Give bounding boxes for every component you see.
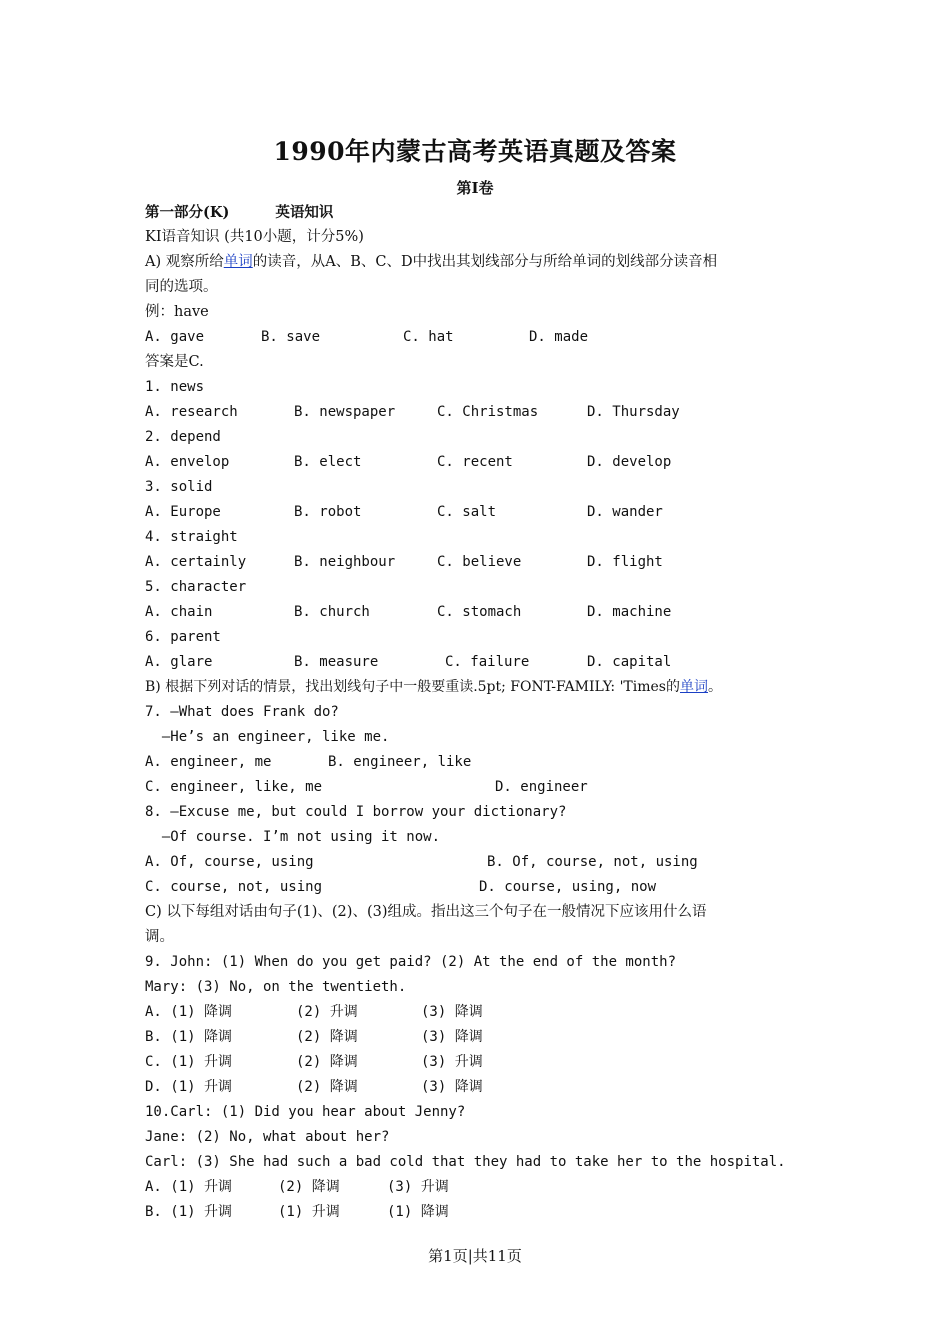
question-options xyxy=(145,775,815,800)
option-a: A. Of, course, using xyxy=(145,854,314,870)
option-c: C. failure xyxy=(445,654,530,670)
part1-heading-line xyxy=(145,200,815,225)
question-stem: 8. —Excuse me, but could I borrow your dictionary? xyxy=(145,804,567,820)
question-options xyxy=(145,450,815,475)
question-dialogue: Jane: (2) No, what about her? xyxy=(145,1129,390,1145)
option-a: A. gave xyxy=(145,329,205,345)
option-c: C. stomach xyxy=(437,604,522,620)
intonation-row: A. (1) 降调 (2) 升调 (3) 降调 xyxy=(145,1004,483,1020)
option-c: C. Christmas xyxy=(437,404,539,420)
option-c: C. hat xyxy=(403,329,454,345)
option-d: D. course, using, now xyxy=(479,879,657,895)
section-b-instruction: B) 根据下列对话的情景，找出划线句子中一般要重读.5pt; FONT-FAMILY: 'Times的单词。 xyxy=(145,679,722,695)
question-stem: 7. —What does Frank do? xyxy=(145,704,339,720)
option-a: A. chain xyxy=(145,604,213,620)
option-b: B. church xyxy=(294,604,370,620)
intonation-row: A. (1) 升调 (2) 降调 (3) 升调 xyxy=(145,1179,449,1195)
question-dialogue: —He’s an engineer, like me. xyxy=(145,729,390,745)
question-dialogue: —Of course. I’m not using it now. xyxy=(145,829,441,845)
section-a-instruction: A) 观察所给单词的读音，从A、B、C、D中找出其划线部分与所给单词的划线部分读音相 xyxy=(145,254,718,270)
option-d: D. wander xyxy=(587,504,663,520)
option-a: A. envelop xyxy=(145,454,230,470)
option-c: C. believe xyxy=(437,554,522,570)
option-c: C. engineer, like, me xyxy=(145,779,323,795)
question-dialogue: Mary: (3) No, on the twentieth. xyxy=(145,979,407,995)
question-options xyxy=(145,550,815,575)
option-b: B. Of, course, not, using xyxy=(487,854,698,870)
option-a: A. certainly xyxy=(145,554,247,570)
option-d: D. develop xyxy=(587,454,672,470)
intonation-row: D. (1) 升调 (2) 降调 (3) 降调 xyxy=(145,1079,483,1095)
question-stem: 6. parent xyxy=(145,629,221,645)
section-c-instruction-cont: 调。 xyxy=(145,929,174,945)
option-d: D. Thursday xyxy=(587,404,680,420)
option-d: D. machine xyxy=(587,604,672,620)
option-b: B. robot xyxy=(294,504,362,520)
option-b: B. neighbour xyxy=(294,554,396,570)
part1-subject: 英语知识 xyxy=(275,204,334,221)
word-link[interactable]: 单词 xyxy=(223,254,253,270)
section-a-instruction-cont: 同的选项。 xyxy=(145,279,218,295)
option-a: A. glare xyxy=(145,654,213,670)
question-options xyxy=(145,875,815,900)
option-a: A. engineer, me xyxy=(145,754,272,770)
question-stem: 1. news xyxy=(145,379,205,395)
k1-heading: KⅠ语音知识 (共10小题，计分5%) xyxy=(145,229,364,245)
section-c-instruction: C) 以下每组对话由句子(1)、(2)、(3)组成。指出这三个句子在一般情况下应该用什么语 xyxy=(145,904,707,920)
document-title: 1990年内蒙古高考英语真题及答案 xyxy=(273,137,677,166)
question-options xyxy=(145,500,815,525)
volume-heading: 第Ⅰ卷 xyxy=(456,179,494,197)
page-footer: 第1页|共11页 xyxy=(428,1247,522,1265)
option-c: C. course, not, using xyxy=(145,879,323,895)
option-d: D. engineer xyxy=(495,779,588,795)
document-body xyxy=(145,200,815,1225)
option-c: C. recent xyxy=(437,454,513,470)
part1-heading: 第一部分(K) xyxy=(145,204,230,221)
question-stem: 9. John: (1) When do you get paid? (2) At the end of the month? xyxy=(145,954,677,970)
option-a: A. research xyxy=(145,404,238,420)
question-stem: 3. solid xyxy=(145,479,213,495)
option-d: D. flight xyxy=(587,554,663,570)
question-stem: 10.Carl: (1) Did you hear about Jenny? xyxy=(145,1104,466,1120)
question-options xyxy=(145,650,815,675)
intonation-row: C. (1) 升调 (2) 降调 (3) 升调 xyxy=(145,1054,483,1070)
option-b: B. newspaper xyxy=(294,404,396,420)
question-stem: 2. depend xyxy=(145,429,221,445)
question-options xyxy=(145,600,815,625)
option-a: A. Europe xyxy=(145,504,221,520)
example-options xyxy=(145,325,815,350)
option-b: B. measure xyxy=(294,654,379,670)
option-b: B. elect xyxy=(294,454,362,470)
option-d: D. made xyxy=(529,329,589,345)
question-stem: 5. character xyxy=(145,579,247,595)
option-d: D. capital xyxy=(587,654,672,670)
example-answer: 答案是C. xyxy=(145,354,204,370)
question-options xyxy=(145,750,815,775)
question-stem: 4. straight xyxy=(145,529,238,545)
intonation-row: B. (1) 升调 (1) 升调 (1) 降调 xyxy=(145,1204,449,1220)
intonation-row: B. (1) 降调 (2) 降调 (3) 降调 xyxy=(145,1029,483,1045)
option-b: B. save xyxy=(261,329,321,345)
option-b: B. engineer, like xyxy=(328,754,472,770)
option-c: C. salt xyxy=(437,504,497,520)
example-label: 例：have xyxy=(145,304,209,320)
question-dialogue: Carl: (3) She had such a bad cold that they had to take her to the hospital. xyxy=(145,1154,786,1170)
question-options xyxy=(145,850,815,875)
question-options xyxy=(145,400,815,425)
word-link[interactable]: 单词 xyxy=(679,679,708,695)
